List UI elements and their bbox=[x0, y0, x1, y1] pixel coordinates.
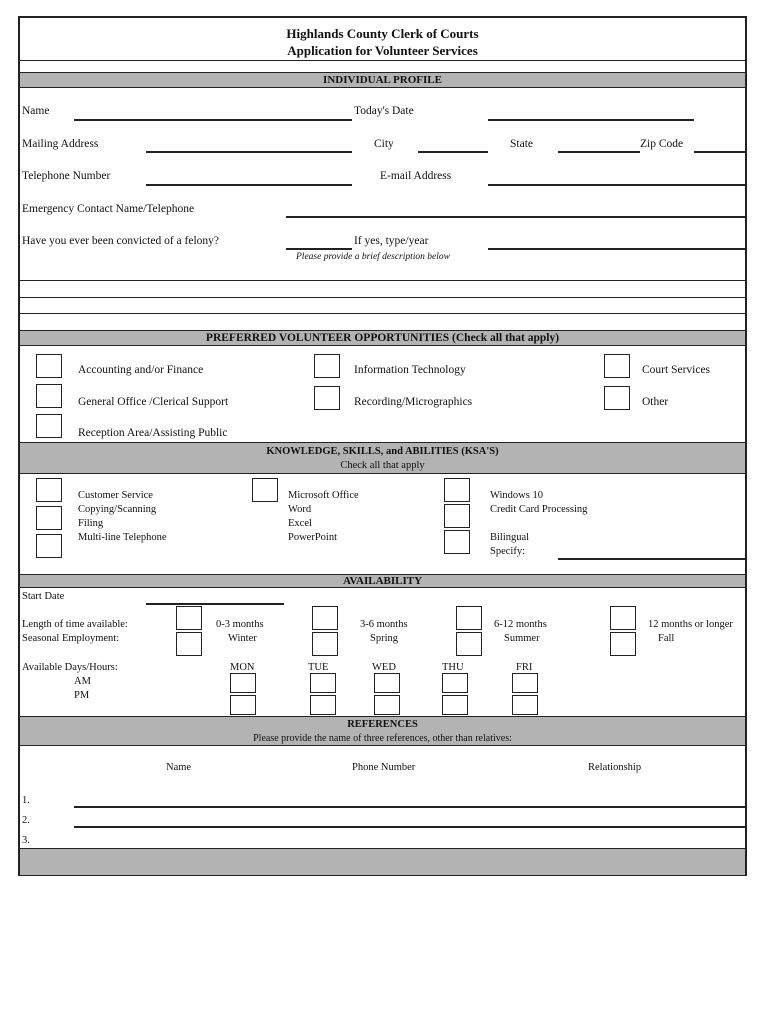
checkbox-fall[interactable] bbox=[610, 632, 636, 656]
emergency-contact-label: Emergency Contact Name/Telephone bbox=[22, 203, 195, 215]
checkbox-3-6-months[interactable] bbox=[312, 606, 338, 630]
section-header-opportunities bbox=[20, 330, 745, 346]
option-information-technology: Information Technology bbox=[354, 364, 466, 376]
skill-filing: Filing bbox=[78, 518, 104, 529]
telephone-label: Telephone Number bbox=[22, 170, 111, 182]
section-title-profile: INDIVIDUAL PROFILE bbox=[323, 74, 442, 86]
skill-credit-card: Credit Card Processing bbox=[490, 504, 588, 515]
option-accounting: Accounting and/or Finance bbox=[78, 364, 204, 376]
section-header-ksa bbox=[20, 442, 745, 474]
option-reception: Reception Area/Assisting Public bbox=[78, 427, 228, 439]
checkbox-0-3-months[interactable] bbox=[176, 606, 202, 630]
option-court-services: Court Services bbox=[642, 364, 711, 376]
city-field[interactable] bbox=[418, 151, 488, 153]
reference-1-field[interactable] bbox=[74, 806, 746, 808]
todays-date-field[interactable] bbox=[488, 119, 694, 121]
specify-language-field[interactable] bbox=[558, 558, 746, 560]
checkbox-general-office[interactable] bbox=[36, 384, 62, 408]
felony-answer-field[interactable] bbox=[286, 248, 352, 250]
duration-12-months-or-longer: 12 months or longer bbox=[648, 619, 733, 630]
checkbox-information-technology[interactable] bbox=[314, 354, 340, 378]
season-fall: Fall bbox=[658, 633, 675, 644]
mailing-address-label: Mailing Address bbox=[22, 138, 99, 150]
checkbox-thu-pm[interactable] bbox=[442, 695, 468, 715]
checkbox-recording[interactable] bbox=[314, 386, 340, 410]
checkbox-accounting[interactable] bbox=[36, 354, 62, 378]
reference-phone-header: Phone Number bbox=[352, 762, 416, 773]
checkbox-multiline-telephone[interactable] bbox=[36, 534, 62, 558]
footer-bar bbox=[20, 848, 745, 876]
section-header-availability bbox=[20, 574, 745, 588]
start-date-field[interactable] bbox=[146, 603, 284, 605]
checkbox-windows-10[interactable] bbox=[444, 478, 470, 502]
state-field[interactable] bbox=[558, 151, 640, 153]
skill-microsoft-office: Microsoft Office bbox=[288, 490, 359, 501]
state-label: State bbox=[510, 138, 533, 150]
option-recording: Recording/Micrographics bbox=[354, 396, 473, 408]
duration-6-12-months: 6-12 months bbox=[494, 619, 547, 630]
form-title-line1: Highlands County Clerk of Courts bbox=[286, 26, 479, 41]
section-title-references: REFERENCES bbox=[347, 719, 418, 730]
checkbox-spring[interactable] bbox=[312, 632, 338, 656]
city-label: City bbox=[374, 138, 394, 150]
checkbox-fri-pm[interactable] bbox=[512, 695, 538, 715]
option-general-office: General Office /Clerical Support bbox=[78, 396, 229, 408]
telephone-field[interactable] bbox=[146, 184, 352, 186]
description-line-3[interactable] bbox=[20, 313, 745, 314]
section-title-ksa: KNOWLEDGE, SKILLS, and ABILITIES (KSA'S) bbox=[266, 446, 499, 457]
day-mon: MON bbox=[230, 662, 255, 673]
description-line-1[interactable] bbox=[20, 280, 745, 281]
day-tue: TUE bbox=[308, 662, 329, 673]
day-thu: THU bbox=[442, 662, 464, 673]
season-summer: Summer bbox=[504, 633, 540, 644]
am-label: AM bbox=[74, 676, 91, 687]
name-field[interactable] bbox=[74, 119, 352, 121]
section-header-references bbox=[20, 716, 745, 746]
todays-date-label: Today's Date bbox=[354, 105, 414, 117]
start-date-label: Start Date bbox=[22, 591, 65, 602]
checkbox-copying-scanning[interactable] bbox=[36, 506, 62, 530]
emergency-contact-field[interactable] bbox=[286, 216, 746, 218]
reference-row-2: 2. bbox=[22, 815, 30, 826]
zip-label: Zip Code bbox=[640, 138, 684, 150]
reference-relationship-header: Relationship bbox=[588, 762, 642, 773]
checkbox-12-months-or-longer[interactable] bbox=[610, 606, 636, 630]
zip-field[interactable] bbox=[694, 151, 746, 153]
checkbox-bilingual[interactable] bbox=[444, 530, 470, 554]
checkbox-wed-am[interactable] bbox=[374, 673, 400, 693]
skill-word: Word bbox=[288, 504, 312, 515]
description-line-2[interactable] bbox=[20, 297, 745, 298]
day-wed: WED bbox=[372, 662, 396, 673]
checkbox-wed-pm[interactable] bbox=[374, 695, 400, 715]
section-header-profile bbox=[20, 72, 745, 88]
checkbox-reception[interactable] bbox=[36, 414, 62, 438]
brief-description-note: Please provide a brief description below bbox=[296, 252, 450, 262]
reference-2-field[interactable] bbox=[74, 826, 746, 828]
reference-row-3: 3. bbox=[22, 835, 30, 846]
skill-excel: Excel bbox=[288, 518, 312, 529]
checkbox-thu-am[interactable] bbox=[442, 673, 468, 693]
felony-type-year-field[interactable] bbox=[488, 248, 746, 250]
checkbox-microsoft-office[interactable] bbox=[252, 478, 278, 502]
section-subtitle-references: Please provide the name of three references, other than relatives: bbox=[253, 733, 512, 744]
specify-label: Specify: bbox=[490, 546, 525, 557]
day-fri: FRI bbox=[516, 662, 533, 673]
season-winter: Winter bbox=[228, 633, 257, 644]
checkbox-fri-am[interactable] bbox=[512, 673, 538, 693]
volunteer-application-form bbox=[18, 16, 747, 876]
email-field[interactable] bbox=[488, 184, 746, 186]
checkbox-other[interactable] bbox=[604, 386, 630, 410]
checkbox-tue-pm[interactable] bbox=[310, 695, 336, 715]
duration-3-6-months: 3-6 months bbox=[360, 619, 408, 630]
option-other: Other bbox=[642, 396, 669, 408]
checkbox-6-12-months[interactable] bbox=[456, 606, 482, 630]
skill-powerpoint: PowerPoint bbox=[288, 532, 338, 543]
email-label: E-mail Address bbox=[380, 170, 452, 182]
felony-label: Have you ever been convicted of a felony? bbox=[22, 235, 220, 247]
skill-bilingual: Bilingual bbox=[490, 532, 530, 543]
checkbox-tue-am[interactable] bbox=[310, 673, 336, 693]
skill-copying-scanning: Copying/Scanning bbox=[78, 504, 157, 515]
checkbox-winter[interactable] bbox=[176, 632, 202, 656]
checkbox-mon-am[interactable] bbox=[230, 673, 256, 693]
checkbox-customer-service[interactable] bbox=[36, 478, 62, 502]
seasonal-label: Seasonal Employment: bbox=[22, 633, 120, 644]
checkbox-credit-card[interactable] bbox=[444, 504, 470, 528]
skill-customer-service: Customer Service bbox=[78, 490, 153, 501]
duration-0-3-months: 0-3 months bbox=[216, 619, 264, 630]
available-days-label: Available Days/Hours: bbox=[22, 662, 118, 673]
divider bbox=[20, 60, 745, 61]
form-title-line2: Application for Volunteer Services bbox=[287, 43, 478, 58]
checkbox-summer[interactable] bbox=[456, 632, 482, 656]
season-spring: Spring bbox=[370, 633, 399, 644]
reference-row-1: 1. bbox=[22, 795, 30, 806]
checkbox-mon-pm[interactable] bbox=[230, 695, 256, 715]
checkbox-court-services[interactable] bbox=[604, 354, 630, 378]
name-label: Name bbox=[22, 105, 50, 117]
skill-windows-10: Windows 10 bbox=[490, 490, 543, 501]
skill-multiline-telephone: Multi-line Telephone bbox=[78, 532, 167, 543]
section-title-opportunities: PREFERRED VOLUNTEER OPPORTUNITIES (Check all that apply) bbox=[205, 332, 560, 344]
section-subtitle-ksa: Check all that apply bbox=[340, 460, 425, 471]
reference-name-header: Name bbox=[166, 762, 192, 773]
length-label: Length of time available: bbox=[22, 619, 128, 630]
section-title-availability: AVAILABILITY bbox=[342, 575, 423, 587]
mailing-address-field[interactable] bbox=[146, 151, 352, 153]
if-yes-label: If yes, type/year bbox=[354, 235, 429, 247]
pm-label: PM bbox=[74, 690, 90, 701]
